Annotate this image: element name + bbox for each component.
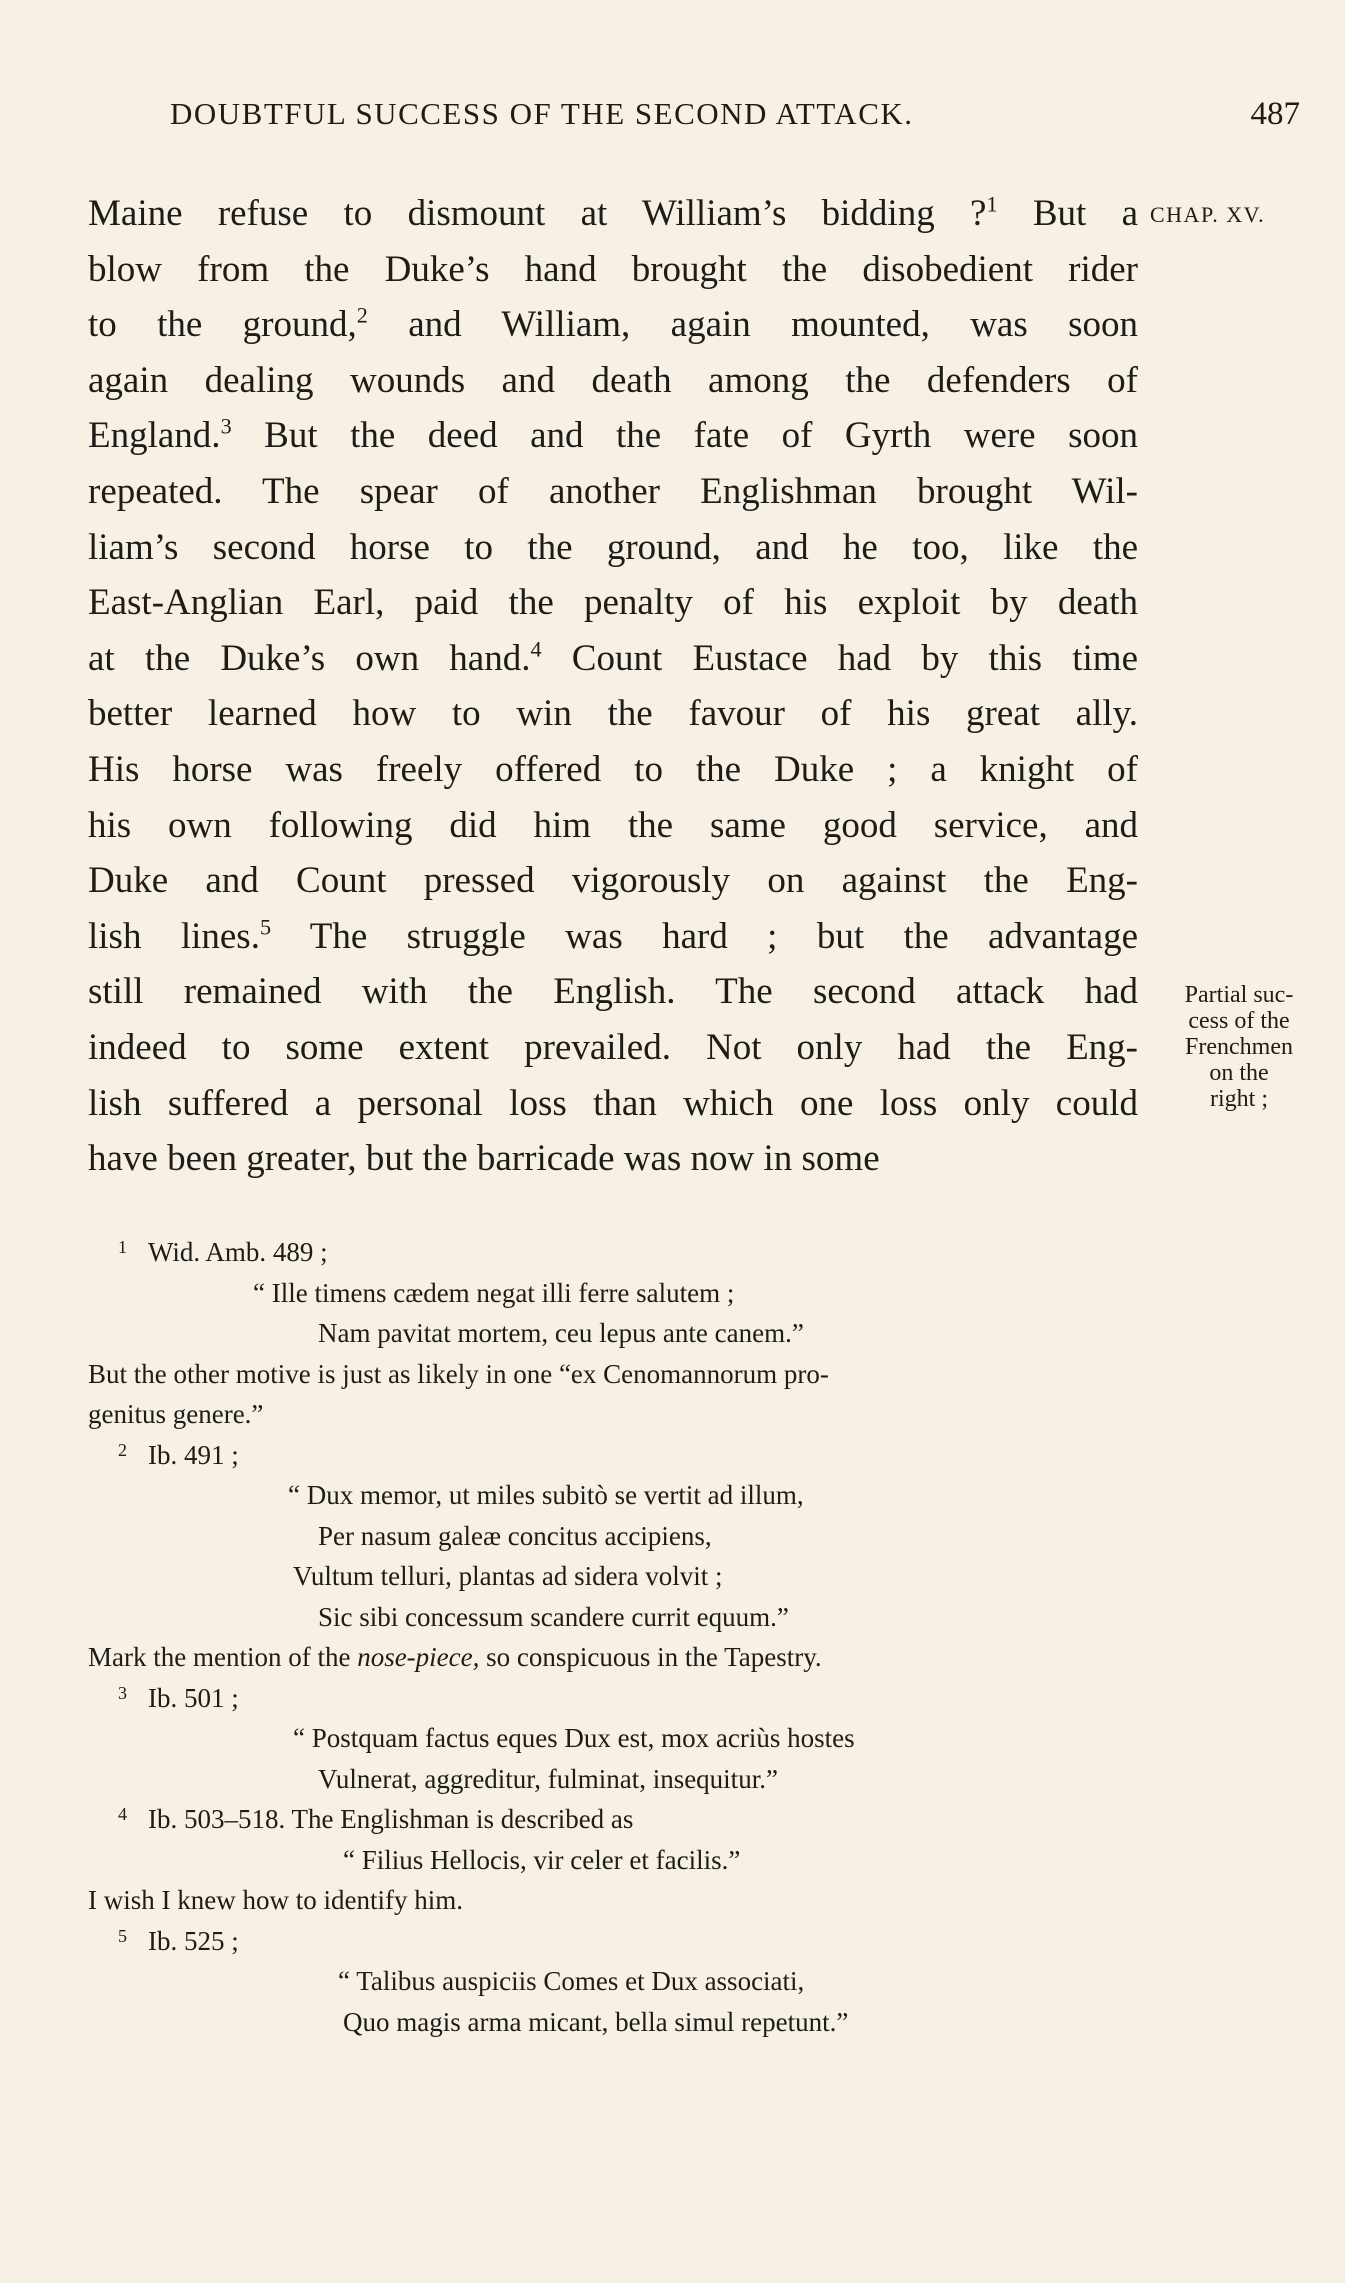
text-line: blow from the Duke’s hand brought the disobedient rider (88, 248, 1138, 290)
footnote-comment: genitus genere.” (88, 1399, 264, 1429)
footnote-text: Ib. 491 ; (148, 1439, 239, 1470)
footnote-number: 2 (118, 1439, 127, 1460)
footnote-ref-2[interactable]: 2 (356, 302, 368, 328)
footnote-ref-4[interactable]: 4 (530, 636, 542, 662)
footnote-1-ref (88, 1232, 1118, 1273)
verse-line: “ Talibus auspiciis Comes et Dux associati, (338, 1966, 805, 1996)
text-line: East-Anglian Earl, paid the penalty of his exploit by death (88, 582, 1138, 624)
verse-line: “ Filius Hellocis, vir celer et facilis.” (343, 1844, 741, 1875)
text-fragment: Maine refuse to dismount at William’s bidding ? (88, 193, 987, 234)
text-fragment: to the ground, (88, 304, 357, 346)
verse-line: Sic sibi concessum scandere currit equum.” (318, 1601, 789, 1632)
margin-note-line: Frenchmen (1185, 1034, 1293, 1060)
text-line: Duke and Count pressed vigorously on against the Eng- (88, 860, 1138, 902)
text-fragment: England. (88, 415, 221, 457)
footnote-number: 5 (118, 1925, 127, 1946)
text-line: indeed to some extent prevailed. Not only had the Eng- (88, 1026, 1138, 1068)
text-line: again dealing wounds and death among the defenders of (88, 359, 1138, 401)
page-number: 487 (1250, 96, 1300, 132)
partial-success-margin-note (1150, 982, 1328, 1112)
text-fragment: But the deed and the fate of Gyrth were soon (231, 415, 1138, 457)
footnotes (88, 1232, 1118, 2042)
text-fragment: at the Duke’s own hand. (88, 637, 531, 679)
margin-note-line: Partial suc- (1184, 982, 1294, 1008)
margin-note-line: on the (1209, 1060, 1269, 1086)
text-line: his own following did him the same good service, and (88, 804, 1138, 846)
running-header (170, 96, 1300, 146)
text-line: lish suffered a personal loss than which one loss only could (88, 1082, 1138, 1124)
verse-line: “ Dux memor, ut miles subitò se vertit ad illum, (288, 1480, 804, 1510)
footnote-text: Wid. Amb. 489 ; (148, 1237, 328, 1267)
verse-line: Quo magis arma micant, bella simul repetunt.” (343, 2006, 849, 2037)
footnote-number: 3 (118, 1682, 127, 1703)
footnote-ref-5[interactable]: 5 (259, 914, 272, 940)
footnote-2-ref (88, 1435, 1118, 1476)
text-fragment: But a (997, 193, 1138, 234)
verse-line: Per nasum galeæ concitus accipiens, (318, 1520, 712, 1551)
verse-line: Nam pavitat mortem, ceu lepus ante canem.” (318, 1318, 804, 1348)
footnote-text: Ib. 501 ; (148, 1682, 239, 1713)
footnote-comment: I wish I knew how to identify him. (88, 1885, 463, 1915)
text-line (88, 186, 1138, 242)
footnote-5-ref (88, 1921, 1118, 1962)
text-line: still remained with the English. The second attack had (88, 971, 1138, 1013)
footnote-comment: But the other motive is just as likely in one “ex Cenomannorum pro- (88, 1358, 829, 1389)
text-line: better learned how to win the favour of his great ally. (88, 693, 1138, 735)
text-line: repeated. The spear of another Englishman brought Wil- (88, 470, 1138, 512)
main-text (88, 186, 1138, 1187)
margin-note-line: right ; (1210, 1086, 1268, 1112)
footnote-text: Ib. 503–518. The Englishman is described as (148, 1804, 634, 1834)
footnote-number: 4 (118, 1804, 127, 1824)
footnote-text: so conspicuous in the Tapestry. (479, 1642, 822, 1672)
footnote-number: 1 (118, 1237, 127, 1257)
text-line (88, 909, 1138, 965)
text-line: His horse was freely offered to the Duke ; a knight of (88, 748, 1138, 790)
text-line (88, 297, 1138, 353)
footnote-4-ref (88, 1799, 1118, 1840)
verse-line: Vulnerat, aggreditur, fulminat, insequitur.” (318, 1763, 778, 1794)
footnote-ref-3[interactable]: 3 (220, 414, 232, 440)
footnote-text: Mark the mention of the (88, 1642, 358, 1672)
text-line: have been greater, but the barricade was now in some (88, 1138, 880, 1180)
verse-line: “ Postquam factus eques Dux est, mox acriùs hostes (293, 1723, 855, 1753)
text-line (88, 408, 1138, 464)
verse-line: Vultum telluri, plantas ad sidera volvit ; (293, 1561, 723, 1591)
text-fragment: lish lines. (88, 915, 260, 957)
footnote-ref-1[interactable]: 1 (986, 191, 998, 217)
text-fragment: and William, again mounted, was soon (367, 304, 1138, 346)
running-title: DOUBTFUL SUCCESS OF THE SECOND ATTACK. (170, 96, 914, 131)
footnote-comment (88, 1637, 1118, 1678)
margin-note-line: cess of the (1188, 1008, 1290, 1034)
chapter-margin-note: CHAP. XV. (1150, 202, 1266, 227)
footnote-text: Ib. 525 ; (148, 1925, 239, 1956)
verse-line: “ Ille timens cædem negat illi ferre salutem ; (253, 1277, 735, 1308)
italic-term: nose-piece, (357, 1642, 480, 1672)
text-line: liam’s second horse to the ground, and he too, like the (88, 526, 1138, 568)
footnote-3-ref (88, 1678, 1118, 1719)
text-line (88, 631, 1138, 687)
text-fragment: Count Eustace had by this time (541, 637, 1138, 679)
text-fragment: The struggle was hard ; but the advantage (271, 915, 1138, 957)
